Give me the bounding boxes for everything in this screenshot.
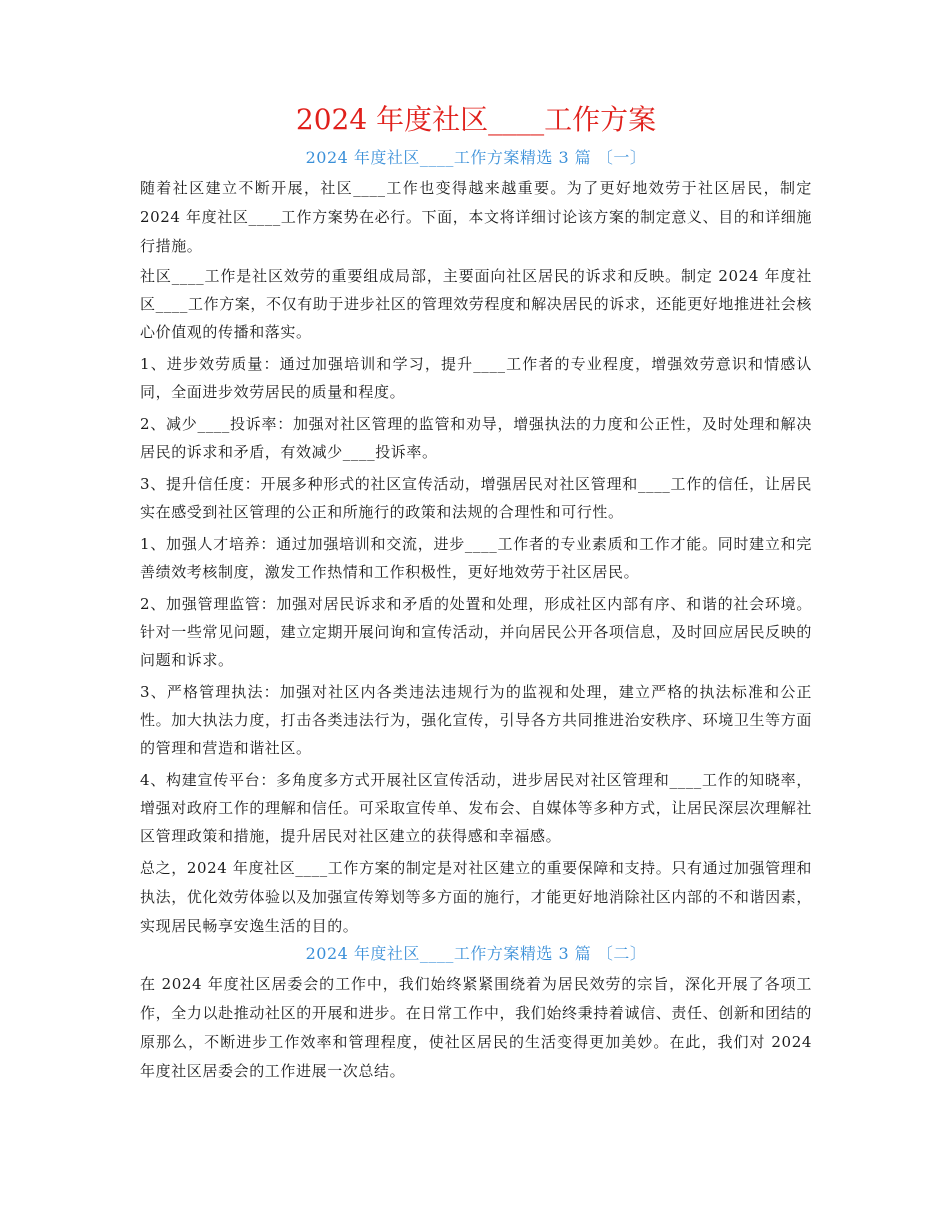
document-page [140,98,812,1087]
paragraph: 随着社区建立不断开展，社区____工作也变得越来越重要。为了更好地效劳于社区居民，制定 2024 年度社区____工作方案势在必行。下面，本文将详细讨论该方案的制定意义、目的和详细施行措施。 [140,179,812,255]
paragraph: 总之，2024 年度社区____工作方案的制定是对社区建立的重要保障和支持。只有通过加强管理和执法，优化效劳体验以及加强宣传筹划等多方面的施行，才能更好地消除社区内部的不和谐因素，实现居民畅享安逸生活的目的。 [140,859,812,935]
paragraph: 3、严格管理执法：加强对社区内各类违法违规行为的监视和处理，建立严格的执法标准和公正性。加大执法力度，打击各类违法行为，强化宣传，引导各方共同推进治安秩序、环境卫生等方面的管理和营造和谐社区。 [140,683,812,757]
section-1-subtitle: 2024 年度社区____工作方案精选 3 篇 〔一〕 [305,148,647,167]
paragraph: 4、构建宣传平台：多角度多方式开展社区宣传活动，进步居民对社区管理和____工作的知晓率，增强对政府工作的理解和信任。可采取宣传单、发布会、自媒体等多种方式，让居民深层次理解社区管理政策和措施，提升居民对社区建立的获得感和幸福感。 [140,771,812,845]
paragraph: 1、加强人才培养：通过加强培训和交流，进步____工作者的专业素质和工作才能。同时建立和完善绩效考核制度，激发工作热情和工作积极性，更好地效劳于社区居民。 [140,535,812,581]
paragraph: 在 2024 年度社区居委会的工作中，我们始终紧紧围绕着为居民效劳的宗旨，深化开展了各项工作，全力以赴推动社区的开展和进步。在日常工作中，我们始终秉持着诚信、责任、创新和团结的原那么，不断进步工作效率和管理程度，使社区居民的生活变得更加美妙。在此，我们对 2024 年度社区居委会的工作进展一次总结。 [140,975,812,1080]
paragraph: 2、加强管理监管：加强对居民诉求和矛盾的处置和处理，形成社区内部有序、和谐的社会环境。针对一些常见问题，建立定期开展问询和宣传活动，并向居民公开各项信息，及时回应居民反映的问题和诉求。 [140,595,812,669]
paragraph: 3、提升信任度：开展多种形式的社区宣传活动，增强居民对社区管理和____工作的信任，让居民实在感受到社区管理的公正和所施行的政策和法规的合理性和可行性。 [140,475,812,521]
section-2-subtitle: 2024 年度社区____工作方案精选 3 篇 〔二〕 [305,944,647,963]
paragraph: 社区____工作是社区效劳的重要组成局部，主要面向社区居民的诉求和反映。制定 2024 年度社区____工作方案，不仅有助于进步社区的管理效劳程度和解决居民的诉求，还能更好地推进社会核心价值观的传播和落实。 [140,267,813,341]
document-title: 2024 年度社区____工作方案 [295,103,657,136]
paragraph: 1、进步效劳质量：通过加强培训和学习，提升____工作者的专业程度，增强效劳意识和情感认同，全面进步效劳居民的质量和程度。 [140,355,812,401]
paragraph: 2、减少____投诉率：加强对社区管理的监管和劝导，增强执法的力度和公正性，及时处理和解决居民的诉求和矛盾，有效减少____投诉率。 [140,415,812,461]
